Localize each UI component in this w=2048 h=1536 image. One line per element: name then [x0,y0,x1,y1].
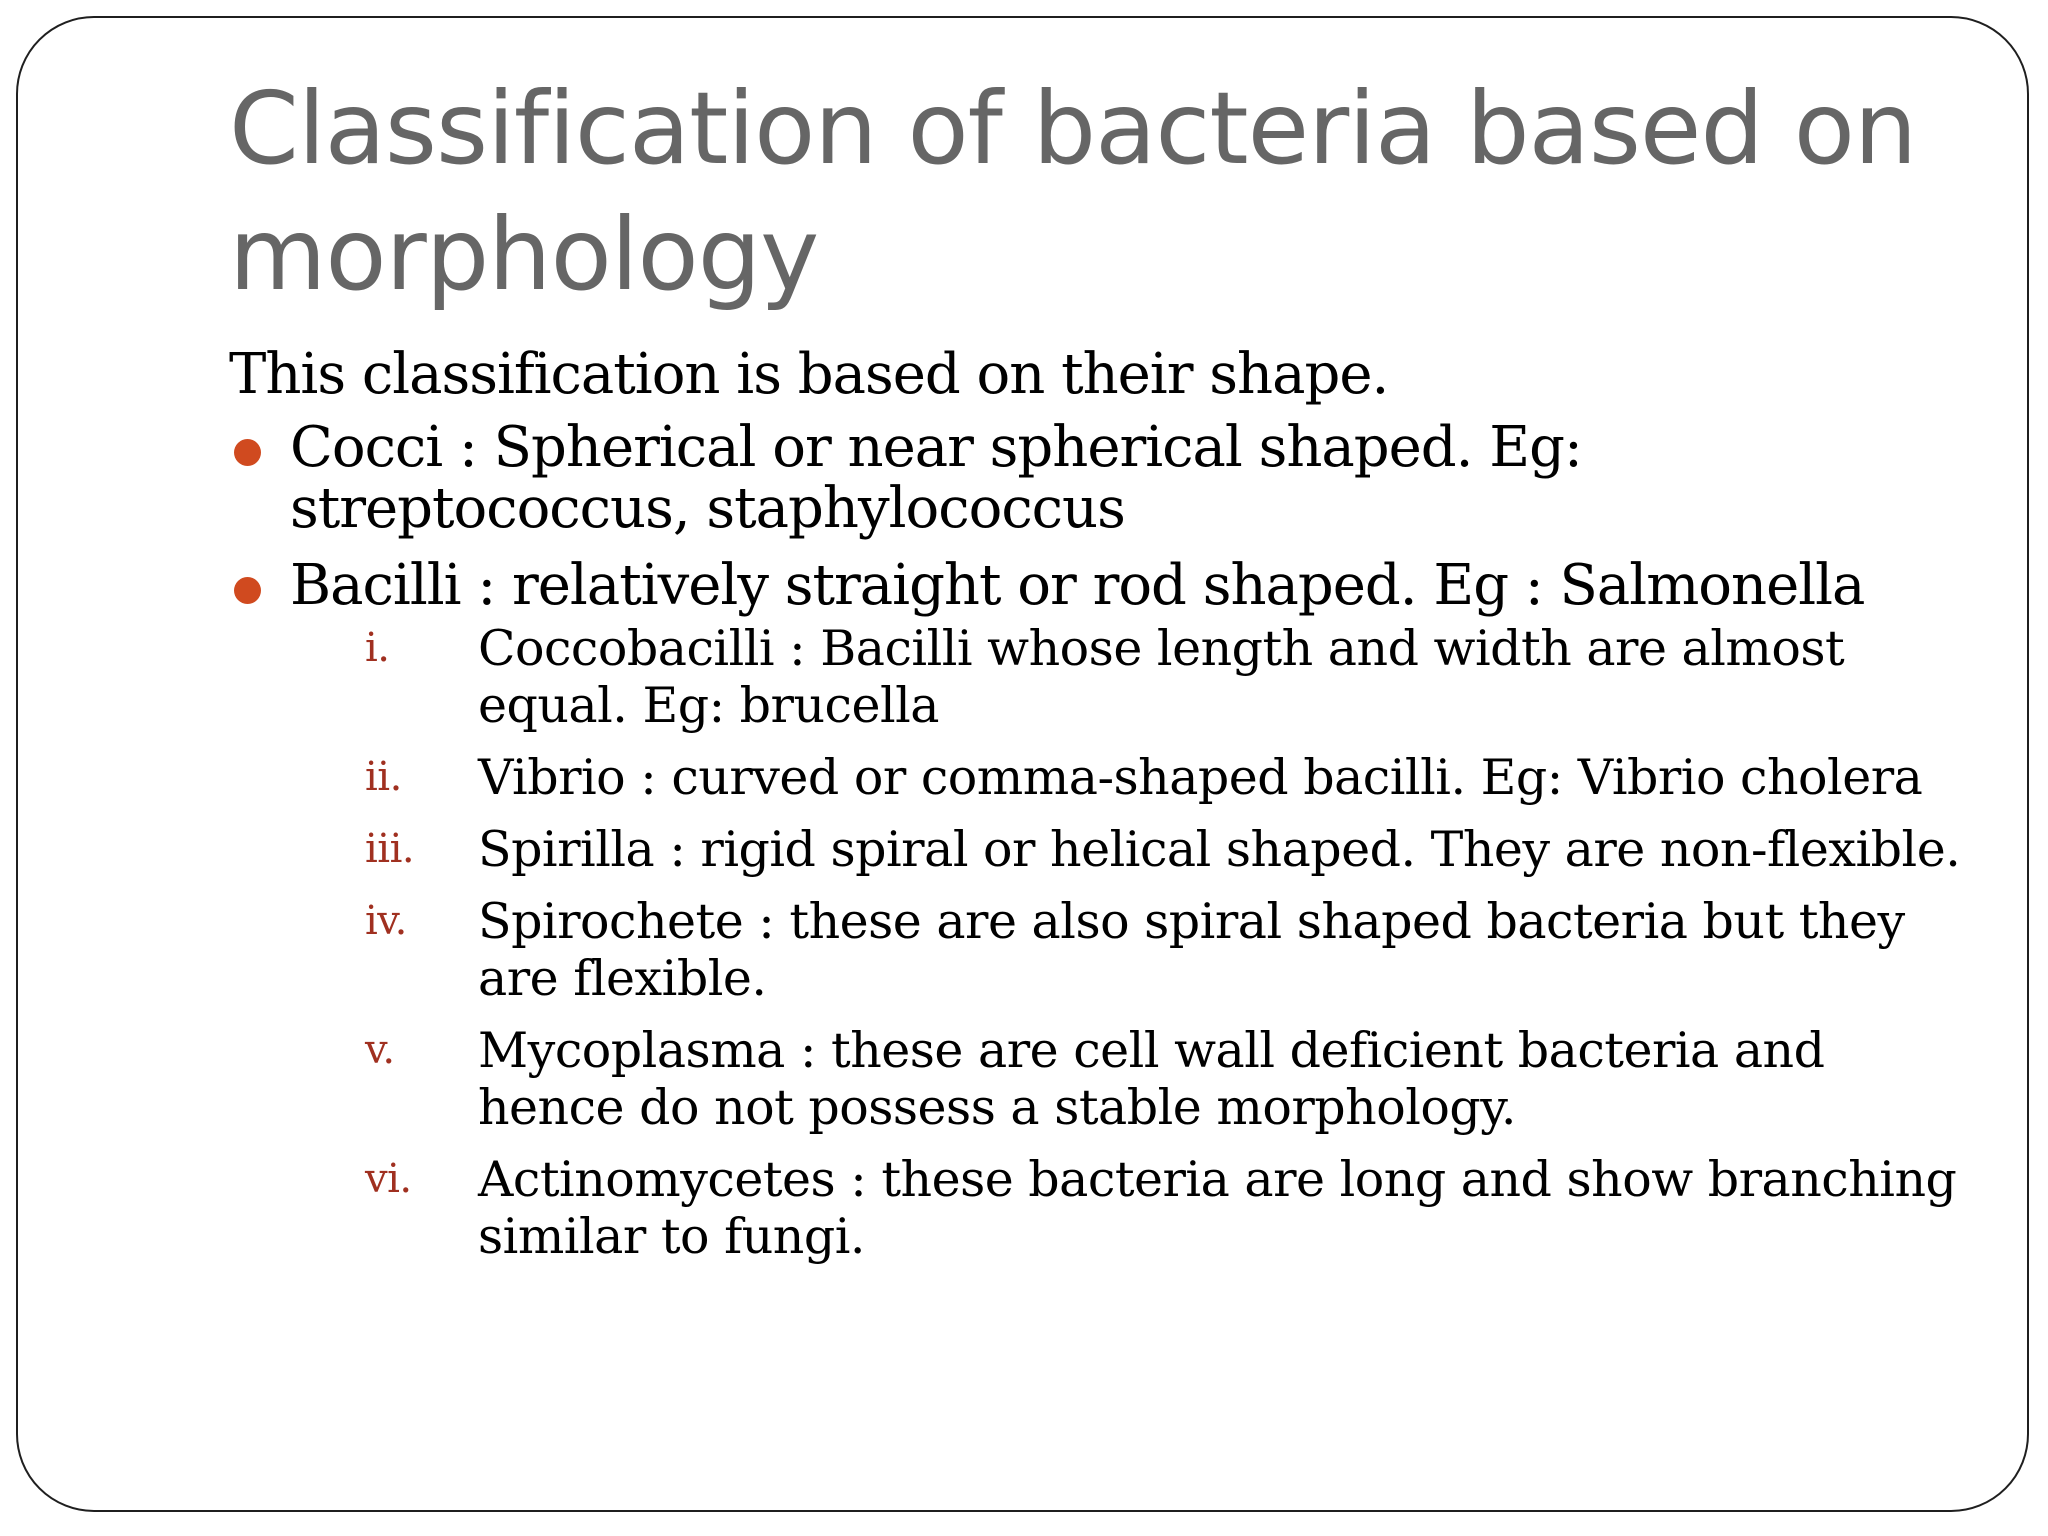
bullet-item-cocci [229,417,1969,539]
intro-text: This classification is based on their shape. [229,342,1389,407]
slide-title: Classification of bacteria based on morphology [229,70,1917,313]
sublist-text: Actinomycetes : these bacteria are long and show branching similar to fungi. [478,1151,1957,1265]
roman-numeral: vi. [365,1156,412,1202]
roman-numeral: iv. [365,898,407,944]
bullet-dot-icon [234,577,261,604]
sublist-text: Coccobacilli : Bacilli whose length and width are almost equal. Eg: brucella [478,620,1845,734]
sublist-text: Spirochete : these are also spiral shaped bacteria but they are flexible. [478,893,1905,1007]
sublist-item-vibrio [290,749,1969,806]
bullet-text: Cocci : Spherical or near spherical shaped. Eg: streptococcus, staphylococcus [290,415,1582,541]
roman-numeral: v. [365,1027,395,1073]
sublist-item-actinomycetes [290,1151,1969,1265]
bullet-list [229,417,1969,1265]
sublist-item-mycoplasma [290,1022,1969,1136]
bullet-text: Bacilli : relatively straight or rod shaped. Eg : Salmonella [290,553,1865,618]
bullet-item-bacilli [229,555,1969,1265]
slide [16,16,2029,1512]
roman-numeral: ii. [365,754,402,800]
roman-numeral: i. [365,625,390,671]
roman-numeral: iii. [365,826,415,872]
sublist-item-coccobacilli [290,620,1969,734]
sublist-text: Vibrio : curved or comma-shaped bacilli. Eg: Vibrio cholera [478,749,1923,806]
sublist-text: Mycoplasma : these are cell wall deficient bacteria and hence do not possess a stable morphology. [478,1022,1825,1136]
bullet-dot-icon [234,439,261,466]
bacilli-sublist [290,620,1969,1265]
sublist-text: Spirilla : rigid spiral or helical shaped. They are non-flexible. [478,821,1961,878]
sublist-item-spirochete [290,893,1969,1007]
slide-body [229,343,1969,1281]
sublist-item-spirilla [290,821,1969,878]
